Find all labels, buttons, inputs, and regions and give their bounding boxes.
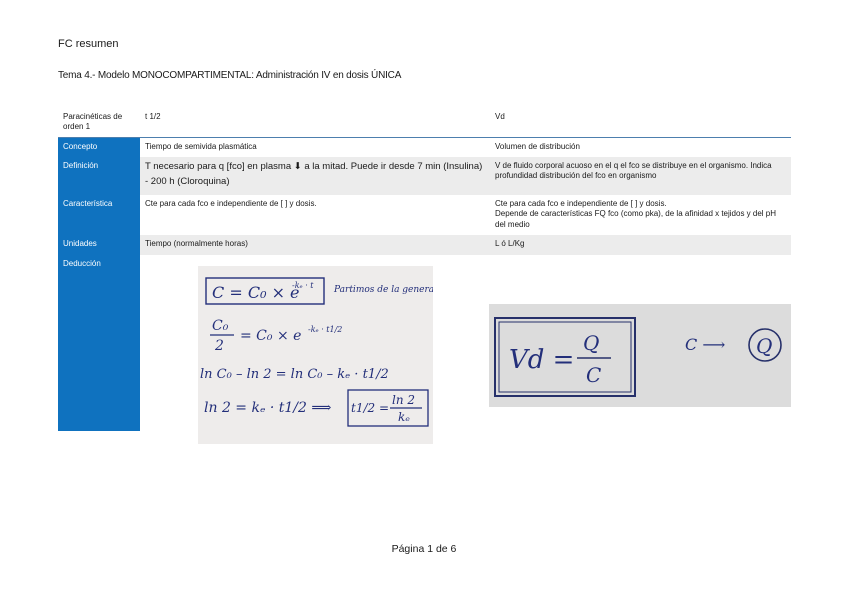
- header-cell-kinetics: Paracinéticas de orden 1: [58, 108, 140, 138]
- handwritten-vd-svg: [489, 304, 791, 407]
- cell-caracteristica-vd-line1: Cte para cada fco e independiente de [ ] y dosis.: [495, 199, 667, 208]
- hand-line3: ln C₀ – ln 2 = ln C₀ – kₑ · t1/2: [200, 367, 389, 382]
- cell-definicion-t12: T necesario para q [fco] en plasma ⬇ a la mitad. Puede ir desde 7 min (Insulina) - 200 h (Cloroquina): [140, 157, 490, 195]
- hand-line2-exp: -kₑ · t1/2: [308, 325, 343, 334]
- document-subtitle: Tema 4.- Modelo MONOCOMPARTIMENTAL: Administración IV en dosis ÚNICA: [58, 70, 402, 81]
- hand-line2-num: C₀: [212, 318, 229, 334]
- row-label-concepto: Concepto: [58, 138, 140, 158]
- hand-vd-den: C: [586, 363, 602, 387]
- cell-concepto-t12: Tiempo de semivida plasmática: [145, 142, 257, 151]
- table-row-unidades: [58, 235, 791, 255]
- hand-line4-num: ln 2: [392, 393, 416, 407]
- header-cell-t12: t 1/2: [140, 108, 490, 138]
- hand-vd-circled: Q: [756, 334, 773, 358]
- hand-vd-num: Q: [583, 331, 600, 355]
- cell-caracteristica-vd: [490, 195, 791, 235]
- document-title: FC resumen: [58, 38, 119, 50]
- hand-vd-arrow: C ⟶: [685, 335, 726, 354]
- header-cell-vd: Vd: [490, 108, 791, 138]
- table-row-definicion: [58, 157, 791, 195]
- hand-line2-den: 2: [215, 338, 224, 354]
- handwritten-t12-derivation-image: [198, 266, 433, 444]
- page-footer: Página 1 de 6: [391, 543, 457, 555]
- table-row-caracteristica: [58, 195, 791, 235]
- hand-note: Partimos de la general: [334, 285, 433, 295]
- row-label-definicion: Definición: [58, 157, 140, 195]
- hand-line4-box: t1/2 =: [351, 401, 390, 415]
- hand-vd: Vd =: [509, 345, 575, 375]
- handwritten-vd-formula-image: [489, 304, 791, 407]
- cell-definicion-vd: V de fluido corporal acuoso en el q el fco se distribuye en el organismo. Indica profundidad distribución del fco en organismo: [490, 157, 791, 195]
- hand-line4: ln 2 = kₑ · t1/2 ⟹: [204, 400, 332, 416]
- row-label-unidades: Unidades: [58, 235, 140, 255]
- row-label-deduccion: Deducción: [58, 255, 140, 431]
- table-row-concepto: [58, 138, 791, 158]
- hand-line1: C = C₀ × e: [212, 283, 300, 302]
- hand-line2: = C₀ × e: [240, 328, 302, 344]
- cell-caracteristica-vd-line2: Depende de características FQ fco (como pka), de la afinidad x tejidos y del pH del medio: [495, 209, 777, 229]
- row-label-caracteristica: Característica: [58, 195, 140, 235]
- table-header-row: [58, 108, 791, 138]
- hand-line1-exp: -kₑ · t: [292, 281, 314, 290]
- hand-line4-den: kₑ: [398, 410, 410, 424]
- handwritten-t12-svg: [198, 266, 433, 444]
- cell-caracteristica-t12: Cte para cada fco e independiente de [ ] y dosis.: [145, 199, 317, 208]
- cell-unidades-t12: Tiempo (normalmente horas): [140, 235, 490, 255]
- cell-concepto-vd: Volumen de distribución: [495, 142, 580, 151]
- cell-unidades-vd: L ó L/Kg: [490, 235, 791, 255]
